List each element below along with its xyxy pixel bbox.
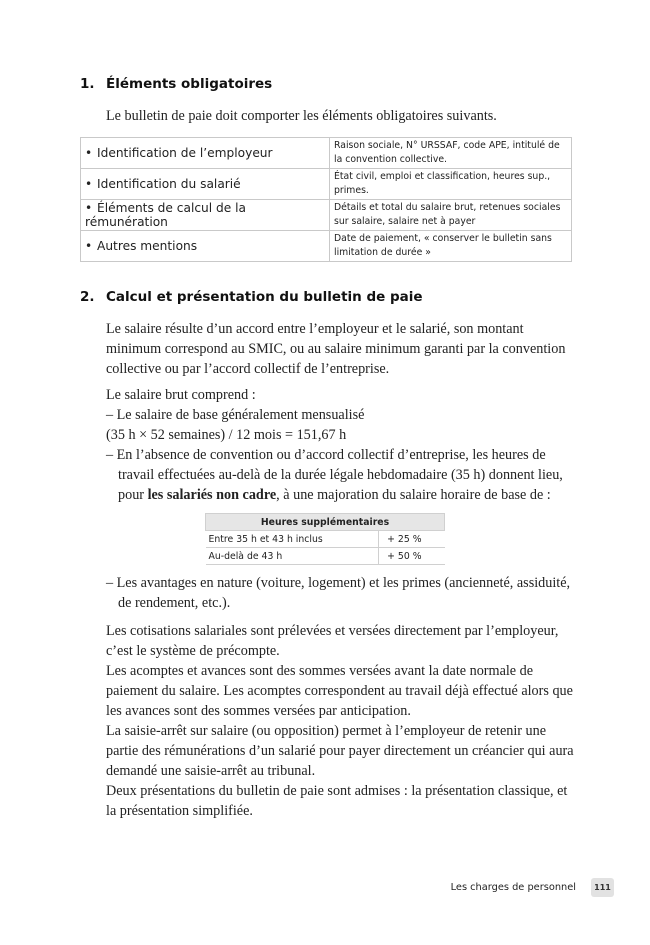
row-label (81, 231, 330, 262)
list-item-text: , à une majoration du salaire horaire de base de : (276, 487, 551, 503)
row-detail: Date de paiement, « conserver le bulletin sans limitation de durée » (330, 231, 572, 262)
table-row (206, 531, 445, 548)
brut-intro: Le salaire brut comprend : (106, 387, 256, 403)
table-row (81, 138, 572, 169)
list-item: – Le salaire de base généralement mensualisé (106, 407, 365, 423)
list-item: – Les avantages en nature (voiture, logement) et les primes (ancienneté, assiduité, de rendement, etc.). (106, 575, 571, 611)
row-detail: État civil, emploi et classification, heures sup., primes. (330, 169, 572, 200)
bullet: • (85, 177, 93, 191)
bullet: • (85, 201, 93, 215)
paragraph-saisie: La saisie-arrêt sur salaire (ou opposition) permet à l’employeur de retenir une partie des rémunérations d’un salarié pour payer directement un créancier qui aura demandé une saisie-arrêt au tribunal. (106, 723, 574, 779)
table-row (206, 548, 445, 565)
bullet: • (85, 146, 93, 160)
row-label-text: Éléments de calcul de la rémunération (85, 201, 246, 229)
salaire-brut-block (106, 385, 574, 505)
section-heading (80, 76, 272, 92)
list-item-text: – En l’absence de convention ou d’accord collectif d’entreprise, les heures de travail effectuées au-delà de la durée légale hebdomadaire (35 h) donnent lieu, pour (106, 447, 563, 503)
overtime-range: Entre 35 h et 43 h inclus (206, 531, 379, 548)
table-row (81, 231, 572, 262)
paragraph-cotisations: Les cotisations salariales sont prélevées et versées directement par l’employeur, c’est le système de précompte. (106, 623, 559, 659)
section-intro: Le bulletin de paie doit comporter les éléments obligatoires suivants. (106, 108, 497, 124)
closing-paragraphs (106, 621, 574, 821)
overtime-range: Au-delà de 43 h (206, 548, 379, 565)
section-number: 1. (80, 76, 95, 92)
section-number: 2. (80, 289, 95, 305)
section-heading (80, 289, 423, 305)
row-label-text: Identification de l’employeur (97, 146, 273, 160)
formula: (35 h × 52 semaines) / 12 mois = 151,67 h (106, 427, 347, 443)
section-title: Éléments obligatoires (106, 76, 273, 92)
row-label (81, 200, 330, 231)
page-number: 111 (591, 878, 614, 897)
row-detail: Raison sociale, N° URSSAF, code APE, intitulé de la convention collective. (330, 138, 572, 169)
bullet: • (85, 239, 93, 253)
paragraph-acomptes: Les acomptes et avances sont des sommes versées avant la date normale de paiement du salaire. Les acomptes correspondent au travail déjà effectué alors que les avances sont des sommes versées par anticipation. (106, 663, 573, 719)
row-label (81, 169, 330, 200)
table-row (81, 200, 572, 231)
mandatory-elements-table (80, 137, 572, 262)
overtime-rate: + 25 % (379, 531, 445, 548)
table-row (81, 169, 572, 200)
chapter-title: Les charges de personnel (450, 882, 576, 893)
section-title: Calcul et présentation du bulletin de paie (106, 289, 423, 305)
row-label-text: Autres mentions (97, 239, 198, 253)
paragraph-salaire: Le salaire résulte d’un accord entre l’employeur et le salarié, son montant minimum correspond au SMIC, ou au salaire minimum garanti par la convention collective ou par l’accord collectif de l’entreprise. (106, 321, 566, 377)
row-label-text: Identification du salarié (97, 177, 241, 191)
overtime-rate: + 50 % (379, 548, 445, 565)
paragraph-presentations: Deux présentations du bulletin de paie sont admises : la présentation classique, et la présentation simplifiée. (106, 783, 568, 819)
bold-text: les salariés non cadre (147, 487, 277, 503)
row-detail: Détails et total du salaire brut, retenues sociales sur salaire, salaire net à payer (330, 200, 572, 231)
list-item (106, 445, 574, 505)
overtime-table (205, 513, 445, 565)
row-label (81, 138, 330, 169)
table-header: Heures supplémentaires (206, 514, 445, 531)
